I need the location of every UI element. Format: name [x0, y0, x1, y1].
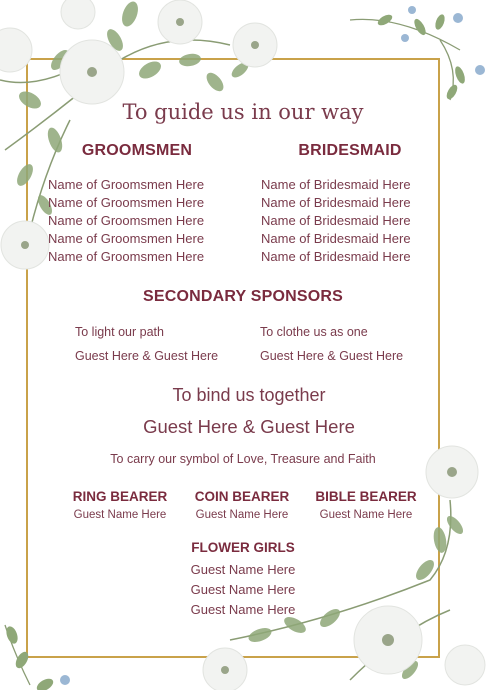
groomsman-name: Name of Groomsmen Here	[48, 195, 205, 210]
bible-bearer-heading: BIBLE BEARER	[315, 489, 417, 504]
groomsmen-heading: GROOMSMEN	[81, 142, 193, 159]
flower-girls-block	[168, 540, 318, 620]
floral-bottom-left-decoration	[0, 615, 100, 690]
secondary-right-names: Guest Here & Guest Here	[260, 349, 404, 363]
groomsman-name: Name of Groomsmen Here	[48, 231, 205, 246]
bridesmaid-name: Name of Bridesmaid Here	[261, 231, 411, 246]
flower-girl-name: Guest Name Here	[190, 582, 296, 597]
secondary-right-role: To clothe us as one	[260, 325, 368, 339]
bind-names: Guest Here & Guest Here	[143, 416, 355, 437]
ring-bearer-heading: RING BEARER	[72, 489, 168, 504]
groomsman-name: Name of Groomsmen Here	[48, 177, 205, 192]
secondary-left-names: Guest Here & Guest Here	[75, 349, 219, 363]
bridesmaid-list	[261, 176, 411, 266]
flower-girls-heading: FLOWER GIRLS	[191, 540, 295, 555]
floral-top-right-decoration	[340, 0, 486, 110]
bridesmaid-heading: BRIDESMAID	[298, 142, 402, 159]
coin-bearer-name: Guest Name Here	[195, 509, 289, 521]
bible-bearer-name: Guest Name Here	[319, 509, 413, 521]
bridesmaid-name: Name of Bridesmaid Here	[261, 177, 411, 192]
ring-bearer-name: Guest Name Here	[73, 509, 167, 521]
bible-bearer-block	[306, 489, 426, 521]
bridesmaid-name: Name of Bridesmaid Here	[261, 249, 411, 264]
flower-girl-name: Guest Name Here	[190, 602, 296, 617]
groomsman-name: Name of Groomsmen Here	[48, 213, 205, 228]
groomsman-name: Name of Groomsmen Here	[48, 249, 205, 264]
coin-bearer-heading: COIN BEARER	[194, 489, 290, 504]
bridesmaid-name: Name of Bridesmaid Here	[261, 213, 411, 228]
secondary-left-role: To light our path	[75, 325, 164, 339]
flower-girl-name: Guest Name Here	[190, 562, 296, 577]
ring-bearer-block	[60, 489, 180, 521]
groomsmen-list	[48, 176, 204, 266]
secondary-sponsors-heading: SECONDARY SPONSORS	[142, 288, 344, 305]
page-title: To guide us in our way	[122, 100, 364, 124]
coin-bearer-block	[182, 489, 302, 521]
bridesmaid-name: Name of Bridesmaid Here	[261, 195, 411, 210]
symbol-line: To carry our symbol of Love, Treasure and Faith	[110, 452, 376, 466]
bind-title: To bind us together	[172, 385, 326, 405]
